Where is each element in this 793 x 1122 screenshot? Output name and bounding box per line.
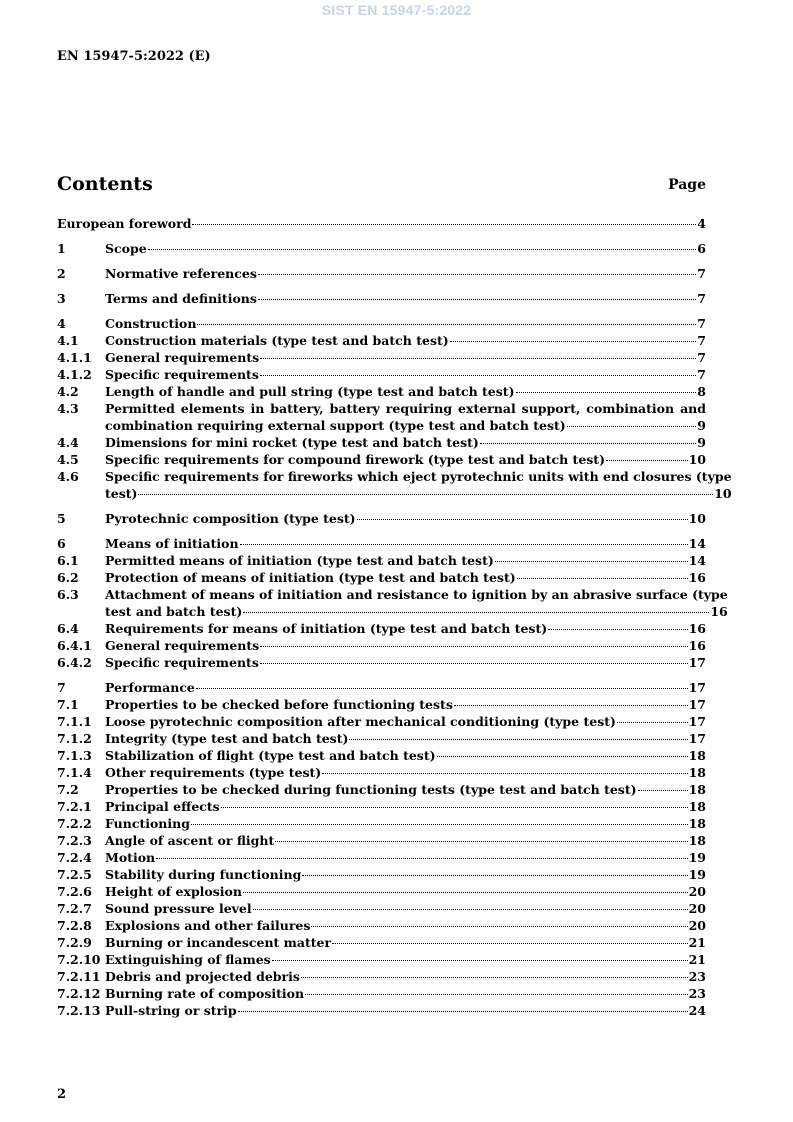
toc-entry-title: Construction bbox=[105, 316, 197, 331]
toc-entry[interactable] bbox=[57, 968, 706, 985]
toc-entry-page: 7 bbox=[697, 316, 706, 331]
toc-entry-page: 18 bbox=[688, 748, 706, 763]
toc-entry[interactable] bbox=[57, 934, 706, 951]
toc-entry-page: 16 bbox=[688, 621, 706, 636]
toc-entry-page: 14 bbox=[688, 536, 706, 551]
toc-entry-title: General requirements bbox=[105, 638, 260, 653]
toc-entry-number: 7 bbox=[57, 680, 66, 695]
toc-entry[interactable] bbox=[57, 654, 706, 671]
toc-leader-dots bbox=[221, 807, 688, 808]
toc-leader-dots bbox=[617, 722, 688, 723]
toc-entry[interactable] bbox=[57, 552, 706, 569]
toc-entry-number: 7.1.3 bbox=[57, 748, 92, 763]
toc-entry-number: 1 bbox=[57, 241, 66, 256]
toc-entry-number: 7.2.3 bbox=[57, 833, 92, 848]
toc-entry-page: 19 bbox=[688, 850, 706, 865]
toc-entry-title: Specific requirements bbox=[105, 655, 259, 670]
toc-entry-page: 14 bbox=[688, 553, 706, 568]
toc-entry-number: 6.2 bbox=[57, 570, 79, 585]
toc-entry-title: Stabilization of flight (type test and batch test) bbox=[105, 748, 436, 763]
toc-entry-number: 4.4 bbox=[57, 435, 79, 450]
toc-entry[interactable] bbox=[57, 215, 706, 232]
toc-leader-dots bbox=[197, 324, 696, 325]
toc-entry[interactable] bbox=[57, 679, 706, 696]
toc-entry-title: Normative references bbox=[105, 266, 257, 281]
toc-entry[interactable] bbox=[57, 290, 706, 307]
toc-entry[interactable] bbox=[57, 951, 706, 968]
toc-entry-title: Specific requirements bbox=[105, 367, 259, 382]
document-identifier: EN 15947-5:2022 (E) bbox=[57, 49, 211, 64]
toc-entry-page: 10 bbox=[714, 486, 732, 501]
toc-entry-number: 7.2.11 bbox=[57, 969, 101, 984]
toc-entry-title: Angle of ascent or flight bbox=[105, 833, 275, 848]
toc-leader-dots bbox=[260, 646, 687, 647]
toc-entry-number: 7.2.4 bbox=[57, 850, 92, 865]
toc-entry-number: 7.1 bbox=[57, 697, 79, 712]
toc-entry-number: 4 bbox=[57, 316, 66, 331]
toc-entry-number: 7.2.9 bbox=[57, 935, 92, 950]
watermark: SIST EN 15947-5:2022 bbox=[321, 2, 472, 18]
toc-entry[interactable] bbox=[57, 917, 706, 934]
toc-leader-dots bbox=[357, 519, 688, 520]
toc-entry-number: 7.2.1 bbox=[57, 799, 92, 814]
toc-entry[interactable] bbox=[57, 1002, 706, 1019]
toc-leader-dots bbox=[156, 858, 687, 859]
toc-leader-dots bbox=[437, 756, 688, 757]
toc-entry-title: Requirements for means of initiation (type test and batch test) bbox=[105, 621, 548, 636]
toc-entry-page: 7 bbox=[697, 367, 706, 382]
toc-entry-number: 6.4 bbox=[57, 621, 79, 636]
toc-entry-page: 16 bbox=[688, 570, 706, 585]
toc-entry[interactable] bbox=[57, 535, 706, 552]
toc-leader-dots bbox=[305, 994, 688, 995]
toc-leader-dots bbox=[275, 841, 687, 842]
toc-leader-dots bbox=[240, 544, 688, 545]
toc-entry-title-line2: test and batch test) bbox=[105, 604, 243, 619]
toc-entry[interactable] bbox=[57, 849, 706, 866]
toc-entry-title: European foreword bbox=[57, 216, 192, 231]
toc-entry[interactable] bbox=[57, 468, 732, 502]
toc-entry[interactable] bbox=[57, 832, 706, 849]
toc-leader-dots bbox=[301, 977, 688, 978]
toc-entry[interactable] bbox=[57, 985, 706, 1002]
toc-entry-number: 7.2.5 bbox=[57, 867, 92, 882]
toc-leader-dots bbox=[332, 943, 688, 944]
toc-entry[interactable] bbox=[57, 349, 706, 366]
toc-leader-dots bbox=[495, 561, 688, 562]
toc-entry-page: 18 bbox=[688, 782, 706, 797]
toc-entry[interactable] bbox=[57, 569, 706, 586]
toc-leader-dots bbox=[192, 224, 696, 225]
toc-entry-page: 20 bbox=[688, 918, 706, 933]
toc-entry-page: 17 bbox=[688, 714, 706, 729]
toc-entry-page: 23 bbox=[688, 986, 706, 1001]
toc-entry-page: 23 bbox=[688, 969, 706, 984]
toc-entry[interactable] bbox=[57, 400, 706, 434]
toc-entry-page: 21 bbox=[688, 935, 706, 950]
toc-entry-number: 7.2.2 bbox=[57, 816, 92, 831]
toc-entry-page: 17 bbox=[688, 731, 706, 746]
toc-entry-page: 10 bbox=[688, 452, 706, 467]
toc-leader-dots bbox=[260, 663, 688, 664]
toc-entry-number: 7.2.12 bbox=[57, 986, 101, 1001]
toc-entry-number: 4.1.2 bbox=[57, 367, 92, 382]
toc-entry[interactable] bbox=[57, 883, 706, 900]
toc-entry-page: 9 bbox=[697, 435, 706, 450]
toc-entry-page: 10 bbox=[688, 511, 706, 526]
toc-entry-title: Terms and definitions bbox=[105, 291, 257, 306]
toc-entry[interactable] bbox=[57, 798, 706, 815]
toc-entry[interactable] bbox=[57, 730, 706, 747]
toc-entry[interactable] bbox=[57, 315, 706, 332]
toc-leader-dots bbox=[238, 1011, 688, 1012]
toc-leader-dots bbox=[638, 790, 688, 791]
toc-entry-number: 7.1.2 bbox=[57, 731, 92, 746]
toc-leader-dots bbox=[148, 249, 697, 250]
toc-entry[interactable] bbox=[57, 696, 706, 713]
toc-entry-number: 6.3 bbox=[57, 587, 79, 602]
toc-entry-title: Length of handle and pull string (type test and batch test) bbox=[105, 384, 515, 399]
toc-entry-title: Functioning bbox=[105, 816, 190, 831]
toc-entry-title-line1: Permitted elements in battery, battery requiring external support, combination and bbox=[105, 401, 706, 416]
toc-entry-title: Loose pyrotechnic composition after mechanical conditioning (type test) bbox=[105, 714, 616, 729]
toc-entry-number: 7.2.8 bbox=[57, 918, 92, 933]
toc-entry[interactable] bbox=[57, 332, 706, 349]
toc-entry-title-line1: Attachment of means of initiation and resistance to ignition by an abrasive surface (type bbox=[105, 587, 728, 602]
toc-leader-dots bbox=[272, 960, 688, 961]
toc-entry-page: 9 bbox=[697, 418, 706, 433]
toc-entry-title-line2: test) bbox=[105, 486, 138, 501]
toc-entry-page: 7 bbox=[697, 266, 706, 281]
toc-entry[interactable] bbox=[57, 510, 706, 527]
toc-entry-number: 7.2.7 bbox=[57, 901, 92, 916]
toc-entry[interactable] bbox=[57, 637, 706, 654]
toc-entry-title: General requirements bbox=[105, 350, 260, 365]
toc-entry-page: 24 bbox=[688, 1003, 706, 1018]
toc-leader-dots bbox=[260, 358, 696, 359]
toc-entry-number: 6.1 bbox=[57, 553, 79, 568]
toc-entry-title: Other requirements (type test) bbox=[105, 765, 322, 780]
toc-entry-page: 18 bbox=[688, 816, 706, 831]
toc-entry-page: 6 bbox=[697, 241, 706, 256]
toc-entry-title-line2: combination requiring external support (type test and batch test) bbox=[105, 418, 566, 433]
table-of-contents bbox=[57, 215, 732, 1019]
toc-entry-title: Burning rate of composition bbox=[105, 986, 305, 1001]
toc-leader-dots bbox=[243, 612, 709, 613]
toc-entry-title: Pull-string or strip bbox=[105, 1003, 237, 1018]
toc-entry-title: Properties to be checked during functioning tests (type test and batch test) bbox=[105, 782, 637, 797]
toc-leader-dots bbox=[258, 274, 696, 275]
toc-leader-dots bbox=[517, 578, 688, 579]
toc-entry-page: 17 bbox=[688, 697, 706, 712]
toc-leader-dots bbox=[302, 875, 687, 876]
toc-leader-dots bbox=[191, 824, 688, 825]
toc-leader-dots bbox=[349, 739, 687, 740]
toc-entry-title: Burning or incandescent matter bbox=[105, 935, 332, 950]
toc-entry-page: 7 bbox=[697, 350, 706, 365]
toc-entry-title: Permitted means of initiation (type test and batch test) bbox=[105, 553, 494, 568]
toc-entry-title-line1: Specific requirements for fireworks which eject pyrotechnic units with end closures (type bbox=[105, 469, 732, 484]
toc-entry[interactable] bbox=[57, 586, 728, 620]
toc-entry[interactable] bbox=[57, 764, 706, 781]
toc-entry[interactable] bbox=[57, 866, 706, 883]
toc-entry-page: 18 bbox=[688, 833, 706, 848]
toc-entry[interactable] bbox=[57, 620, 706, 637]
toc-entry-page: 7 bbox=[697, 333, 706, 348]
toc-leader-dots bbox=[311, 926, 687, 927]
toc-entry[interactable] bbox=[57, 240, 706, 257]
toc-entry-number: 6.4.1 bbox=[57, 638, 92, 653]
toc-entry-number: 4.6 bbox=[57, 469, 79, 484]
toc-entry[interactable] bbox=[57, 781, 706, 798]
toc-entry-number: 4.1.1 bbox=[57, 350, 92, 365]
toc-entry-number: 7.2 bbox=[57, 782, 79, 797]
toc-leader-dots bbox=[243, 892, 688, 893]
toc-entry-number: 7.2.6 bbox=[57, 884, 92, 899]
toc-leader-dots bbox=[480, 443, 696, 444]
toc-entry-page: 17 bbox=[688, 680, 706, 695]
toc-entry-number: 4.2 bbox=[57, 384, 79, 399]
toc-leader-dots bbox=[606, 460, 688, 461]
toc-entry-page: 4 bbox=[697, 216, 706, 231]
toc-entry-page: 21 bbox=[688, 952, 706, 967]
toc-entry-page: 8 bbox=[697, 384, 706, 399]
toc-entry-number: 3 bbox=[57, 291, 66, 306]
toc-entry-page: 17 bbox=[688, 655, 706, 670]
toc-entry[interactable] bbox=[57, 265, 706, 282]
toc-entry[interactable] bbox=[57, 815, 706, 832]
toc-entry-number: 6 bbox=[57, 536, 66, 551]
toc-entry-title: Pyrotechnic composition (type test) bbox=[105, 511, 356, 526]
toc-entry-title: Protection of means of initiation (type test and batch test) bbox=[105, 570, 516, 585]
toc-leader-dots bbox=[253, 909, 688, 910]
toc-entry-number: 2 bbox=[57, 266, 66, 281]
toc-leader-dots bbox=[516, 392, 697, 393]
toc-entry-title: Debris and projected debris bbox=[105, 969, 300, 984]
toc-entry-number: 7.1.1 bbox=[57, 714, 92, 729]
toc-entry-number: 6.4.2 bbox=[57, 655, 92, 670]
toc-entry-number: 5 bbox=[57, 511, 66, 526]
toc-entry-number: 4.5 bbox=[57, 452, 79, 467]
toc-leader-dots bbox=[567, 426, 697, 427]
toc-entry-title: Sound pressure level bbox=[105, 901, 252, 916]
toc-entry-page: 16 bbox=[688, 638, 706, 653]
toc-leader-dots bbox=[260, 375, 696, 376]
toc-entry-page: 20 bbox=[688, 901, 706, 916]
toc-entry-title: Height of explosion bbox=[105, 884, 242, 899]
page-number: 2 bbox=[57, 1087, 67, 1102]
toc-leader-dots bbox=[548, 629, 687, 630]
toc-entry-title: Integrity (type test and batch test) bbox=[105, 731, 349, 746]
toc-entry-page: 7 bbox=[697, 291, 706, 306]
toc-entry-title: Performance bbox=[105, 680, 195, 695]
toc-entry-page: 19 bbox=[688, 867, 706, 882]
contents-heading: Contents bbox=[57, 173, 153, 195]
toc-leader-dots bbox=[322, 773, 687, 774]
toc-entry-number: 7.1.4 bbox=[57, 765, 92, 780]
toc-entry-title: Principal effects bbox=[105, 799, 220, 814]
toc-entry[interactable] bbox=[57, 366, 706, 383]
toc-entry-page: 18 bbox=[688, 799, 706, 814]
toc-leader-dots bbox=[138, 494, 713, 495]
toc-entry[interactable] bbox=[57, 747, 706, 764]
toc-entry[interactable] bbox=[57, 713, 706, 730]
toc-entry-number: 7.2.13 bbox=[57, 1003, 101, 1018]
toc-entry-title: Properties to be checked before functioning tests bbox=[105, 697, 453, 712]
toc-entry-title: Scope bbox=[105, 241, 147, 256]
toc-leader-dots bbox=[454, 705, 688, 706]
toc-entry[interactable] bbox=[57, 451, 706, 468]
toc-entry-title: Means of initiation bbox=[105, 536, 239, 551]
toc-entry-number: 4.3 bbox=[57, 401, 79, 416]
toc-entry-number: 4.1 bbox=[57, 333, 79, 348]
toc-entry-title: Extinguishing of flames bbox=[105, 952, 271, 967]
toc-entry[interactable] bbox=[57, 383, 706, 400]
toc-entry-title: Construction materials (type test and batch test) bbox=[105, 333, 449, 348]
toc-leader-dots bbox=[196, 688, 688, 689]
toc-leader-dots bbox=[450, 341, 697, 342]
toc-entry-page: 18 bbox=[688, 765, 706, 780]
toc-entry-title: Motion bbox=[105, 850, 156, 865]
toc-entry-title: Dimensions for mini rocket (type test and batch test) bbox=[105, 435, 479, 450]
toc-entry-number: 7.2.10 bbox=[57, 952, 101, 967]
toc-entry[interactable] bbox=[57, 900, 706, 917]
toc-entry-title: Stability during functioning bbox=[105, 867, 302, 882]
toc-entry-title: Specific requirements for compound firework (type test and batch test) bbox=[105, 452, 605, 467]
toc-entry-page: 16 bbox=[710, 604, 728, 619]
toc-leader-dots bbox=[258, 299, 696, 300]
page-column-heading: Page bbox=[668, 177, 706, 193]
toc-entry-title: Explosions and other failures bbox=[105, 918, 311, 933]
toc-entry-page: 20 bbox=[688, 884, 706, 899]
toc-entry[interactable] bbox=[57, 434, 706, 451]
